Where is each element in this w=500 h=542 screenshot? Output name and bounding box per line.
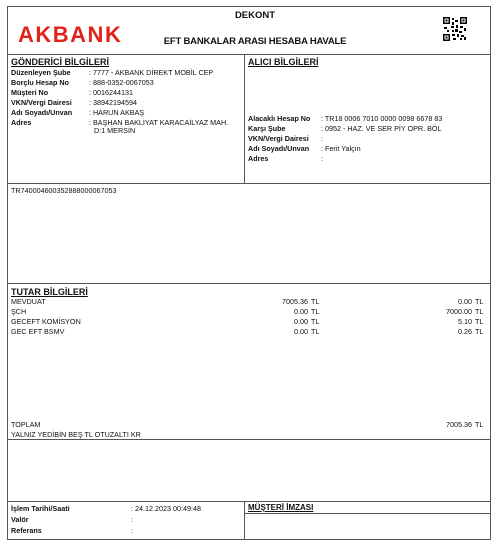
sender-heading: GÖNDERİCİ BİLGİLERİ (11, 57, 110, 67)
total-label: TOPLAM (11, 420, 41, 429)
amount-cur1: TL (311, 327, 320, 336)
receiver-label: VKN/Vergi Dairesi (248, 134, 309, 143)
total-currency: TL (475, 420, 484, 429)
receiver-label: Karşı Şube (248, 124, 286, 133)
receipt-frame (7, 6, 491, 540)
receiver-label: Adres (248, 154, 269, 163)
footer-label: Referans (11, 526, 42, 535)
description-text: TR740004600352888000067053 (11, 186, 117, 195)
amount-col1: 0.00 (294, 307, 308, 316)
receiver-label: Alacaklı Hesap No (248, 114, 311, 123)
sender-label: VKN/Vergi Dairesi (11, 98, 72, 107)
sender-label: Düzenleyen Şube (11, 68, 71, 77)
signature-heading: MÜŞTERİ İMZASI (248, 503, 314, 512)
amount-cur2: TL (475, 307, 484, 316)
sender-label: Müşteri No (11, 88, 49, 97)
qr-code-icon (443, 17, 467, 41)
amount-col1: 0.00 (294, 327, 308, 336)
receiver-value: : 0952 - HAZ. VE SER PİY OPR. BÖL (321, 124, 442, 133)
receiver-value: : TR18 0006 7010 0000 0098 6678 83 (321, 114, 443, 123)
sender-label: Adres (11, 118, 32, 127)
total-value: 7005.36 (446, 420, 472, 429)
document-title: DEKONT (234, 10, 276, 21)
footer-label: Valör (11, 515, 29, 524)
divider (244, 513, 491, 514)
divider (244, 54, 245, 183)
amount-cur2: TL (475, 317, 484, 326)
divider (244, 501, 245, 540)
sender-label: Adı Soyadı/Unvan (11, 108, 73, 117)
sender-value: : 0016244131 (89, 88, 133, 97)
divider (7, 54, 491, 55)
amount-in-words: YALNIZ YEDİBİN BEŞ TL OTUZALTI KR (11, 430, 141, 439)
amounts-heading: TUTAR BİLGİLERİ (11, 287, 88, 297)
akbank-logo: AKBANK (18, 22, 123, 47)
amount-name: ŞCH (11, 307, 27, 316)
footer-value: : (131, 526, 133, 535)
footer-label: İşlem Tarihi/Saati (11, 504, 70, 513)
sender-value: D:1 MERSİN (94, 126, 136, 135)
amount-cur1: TL (311, 317, 320, 326)
amount-cur1: TL (311, 307, 320, 316)
amount-col1: 7005.36 (282, 297, 308, 306)
amount-name: GECEFT KOMİSYON (11, 317, 81, 326)
receiver-label: Adı Soyadı/Unvan (248, 144, 310, 153)
sender-label: Borçlu Hesap No (11, 78, 69, 87)
amount-name: MEVDUAT (11, 297, 46, 306)
document-subtitle: EFT BANKALAR ARASI HESABA HAVALE (163, 36, 347, 47)
sender-value: : 38942194594 (89, 98, 137, 107)
sender-value: : BAŞHAN BAKLİYAT KARACAİLYAZ MAH. (89, 118, 229, 127)
receiver-value: : Ferit Yalçın (321, 144, 361, 153)
amount-col2: 0.26 (458, 327, 472, 336)
amount-cur1: TL (311, 297, 320, 306)
footer-value: : (131, 515, 133, 524)
receiver-heading: ALICI BİLGİLERİ (248, 57, 319, 67)
receiver-value: : (321, 154, 323, 163)
divider (7, 183, 491, 184)
amount-cur2: TL (475, 297, 484, 306)
receiver-value: : (321, 134, 323, 143)
sender-value: : 888-0352-0067053 (89, 78, 154, 87)
amount-col2: 0.00 (458, 297, 472, 306)
sender-value: : 7777 - AKBANK DİREKT MOBİL CEP (89, 68, 214, 77)
sender-value: : HARUN AKBAŞ (89, 108, 145, 117)
amount-name: GEC EFT BSMV (11, 327, 65, 336)
amount-cur2: TL (475, 327, 484, 336)
amount-col1: 0.00 (294, 317, 308, 326)
amount-col2: 5.10 (458, 317, 472, 326)
divider (7, 283, 491, 284)
divider (7, 501, 491, 502)
amount-col2: 7000.00 (446, 307, 472, 316)
footer-value: : 24.12.2023 00:49:48 (131, 504, 201, 513)
